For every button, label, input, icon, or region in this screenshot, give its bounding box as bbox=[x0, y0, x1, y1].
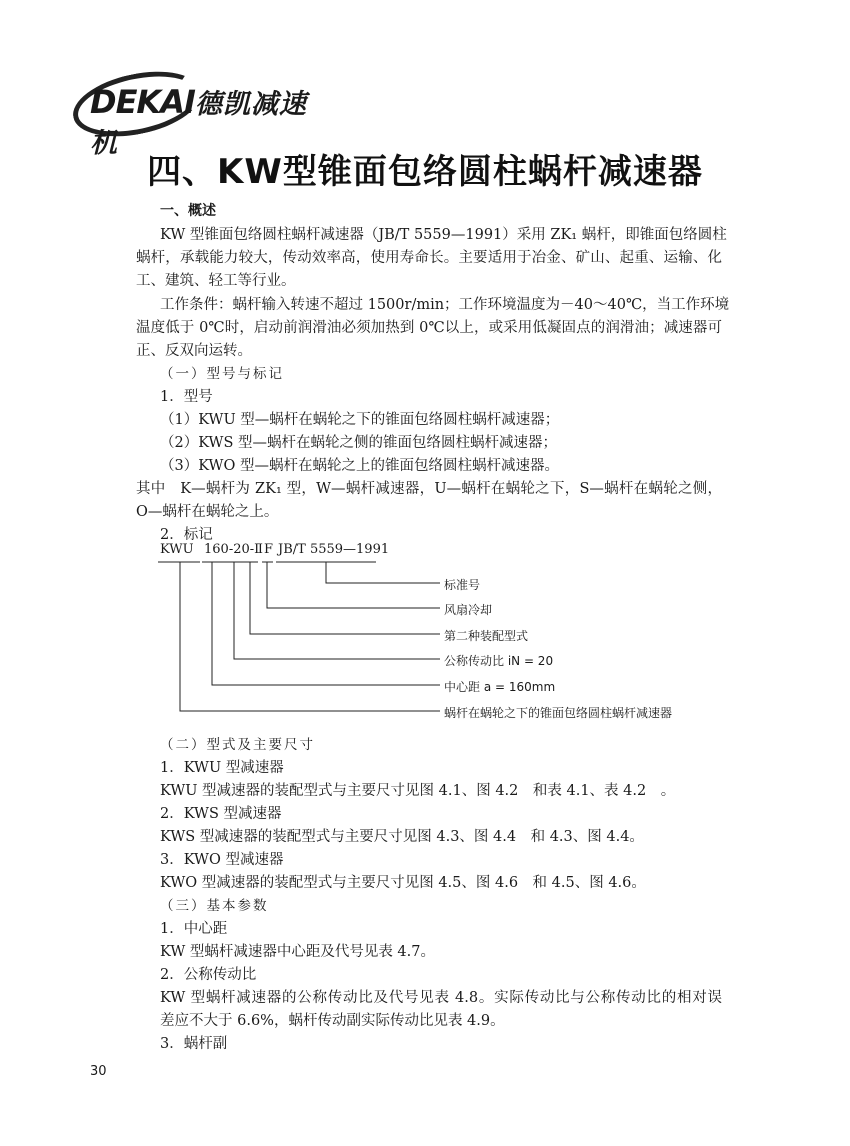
item-heading: 2．标记 bbox=[160, 527, 213, 543]
type-item: （1）KWU 型—蜗杆在蜗轮之下的锥面包络圆柱蜗杆减速器； bbox=[160, 412, 560, 428]
paragraph-line: KW 型蜗杆减速器的公称传动比及代号见表 4.8。实际传动比与公称传动比的相对误 bbox=[160, 990, 722, 1006]
type-item: （3）KWO 型—蜗杆在蜗轮之上的锥面包络圆柱蜗杆减速器。 bbox=[160, 458, 559, 474]
marking-code-standard: JB/T 5559—1991 bbox=[278, 542, 390, 557]
paragraph-line: 工、建筑、轻工等行业。 bbox=[136, 273, 296, 289]
marking-label-type: 蜗杆在蜗轮之下的锥面包络圆柱蜗杆减速器 bbox=[444, 706, 673, 720]
item-heading: 1．中心距 bbox=[160, 921, 228, 937]
subsection-heading: （一）型号与标记 bbox=[160, 366, 284, 382]
paragraph-line: 工作条件：蜗杆输入转速不超过 1500r/min；工作环境温度为－40～40℃，当工作环境 bbox=[160, 297, 730, 313]
item-heading: 1．KWU 型减速器 bbox=[160, 760, 284, 776]
item-heading: 2．KWS 型减速器 bbox=[160, 806, 282, 822]
paragraph-line: 温度低于 0℃时，启动前润滑油必须加热到 0℃以上，或采用低凝固点的润滑油；减速器可 bbox=[136, 320, 722, 336]
marking-label-cooling: 风扇冷却 bbox=[444, 603, 493, 617]
paragraph-line: KWU 型减速器的装配型式与主要尺寸见图 4.1、图 4.2 和表 4.1、表 4.2 。 bbox=[160, 783, 676, 799]
marking-diagram bbox=[150, 538, 710, 728]
dekai-logo bbox=[72, 70, 332, 159]
marking-code-cooling: F bbox=[264, 542, 274, 557]
paragraph-line: 差应不大于 6.6%，蜗杆传动副实际传动比见表 4.9。 bbox=[160, 1013, 505, 1029]
item-heading: 3．KWO 型减速器 bbox=[160, 852, 284, 868]
item-heading: 3．蜗杆副 bbox=[160, 1036, 228, 1052]
section-heading: 一、概述 bbox=[160, 203, 216, 219]
marking-label-center-distance: 中心距 a = 160mm bbox=[444, 680, 556, 694]
marking-label-standard: 标准号 bbox=[444, 578, 481, 592]
page-title: 四、KW型锥面包络圆柱蜗杆减速器 bbox=[147, 152, 703, 192]
item-heading: 1．型号 bbox=[160, 389, 213, 405]
logo-text: DEKAI德凯减速机 bbox=[90, 83, 307, 159]
note-line: O—蜗杆在蜗轮之上。 bbox=[136, 504, 279, 520]
marking-label-assembly: 第二种装配型式 bbox=[444, 629, 529, 643]
marking-label-ratio: 公称传动比 iN = 20 bbox=[444, 654, 554, 668]
paragraph-line: KWO 型减速器的装配型式与主要尺寸见图 4.5、图 4.6 和 4.5、图 4.6。 bbox=[160, 875, 646, 891]
item-heading: 2．公称传动比 bbox=[160, 967, 257, 983]
paragraph-line: KW 型蜗杆减速器中心距及代号见表 4.7。 bbox=[160, 944, 435, 960]
subsection-heading: （三）基本参数 bbox=[160, 898, 269, 914]
paragraph-line: 蜗杆，承载能力较大，传动效率高，使用寿命长。主要适用于冶金、矿山、起重、运输、化 bbox=[136, 250, 722, 266]
paragraph-line: 正、反双向运转。 bbox=[136, 343, 252, 359]
paragraph-line: KW 型锥面包络圆柱蜗杆减速器（JB/T 5559—1991）采用 ZK₁ 蜗杆，即锥面包络圆柱 bbox=[160, 227, 727, 243]
marking-code-type: KWU bbox=[160, 542, 194, 557]
paragraph-line: KWS 型减速器的装配型式与主要尺寸见图 4.3、图 4.4 和 4.3、图 4.4。 bbox=[160, 829, 644, 845]
marking-leader-lines bbox=[150, 538, 710, 728]
subsection-heading: （二）型式及主要尺寸 bbox=[160, 737, 315, 753]
note-line: 其中 K—蜗杆为 ZK₁ 型，W—蜗杆减速器，U—蜗杆在蜗轮之下，S—蜗杆在蜗轮之侧， bbox=[136, 481, 722, 497]
type-item: （2）KWS 型—蜗杆在蜗轮之侧的锥面包络圆柱蜗杆减速器； bbox=[160, 435, 557, 451]
page-number: 30 bbox=[90, 1064, 107, 1079]
marking-code-size: 160-20-Ⅱ bbox=[204, 542, 263, 557]
